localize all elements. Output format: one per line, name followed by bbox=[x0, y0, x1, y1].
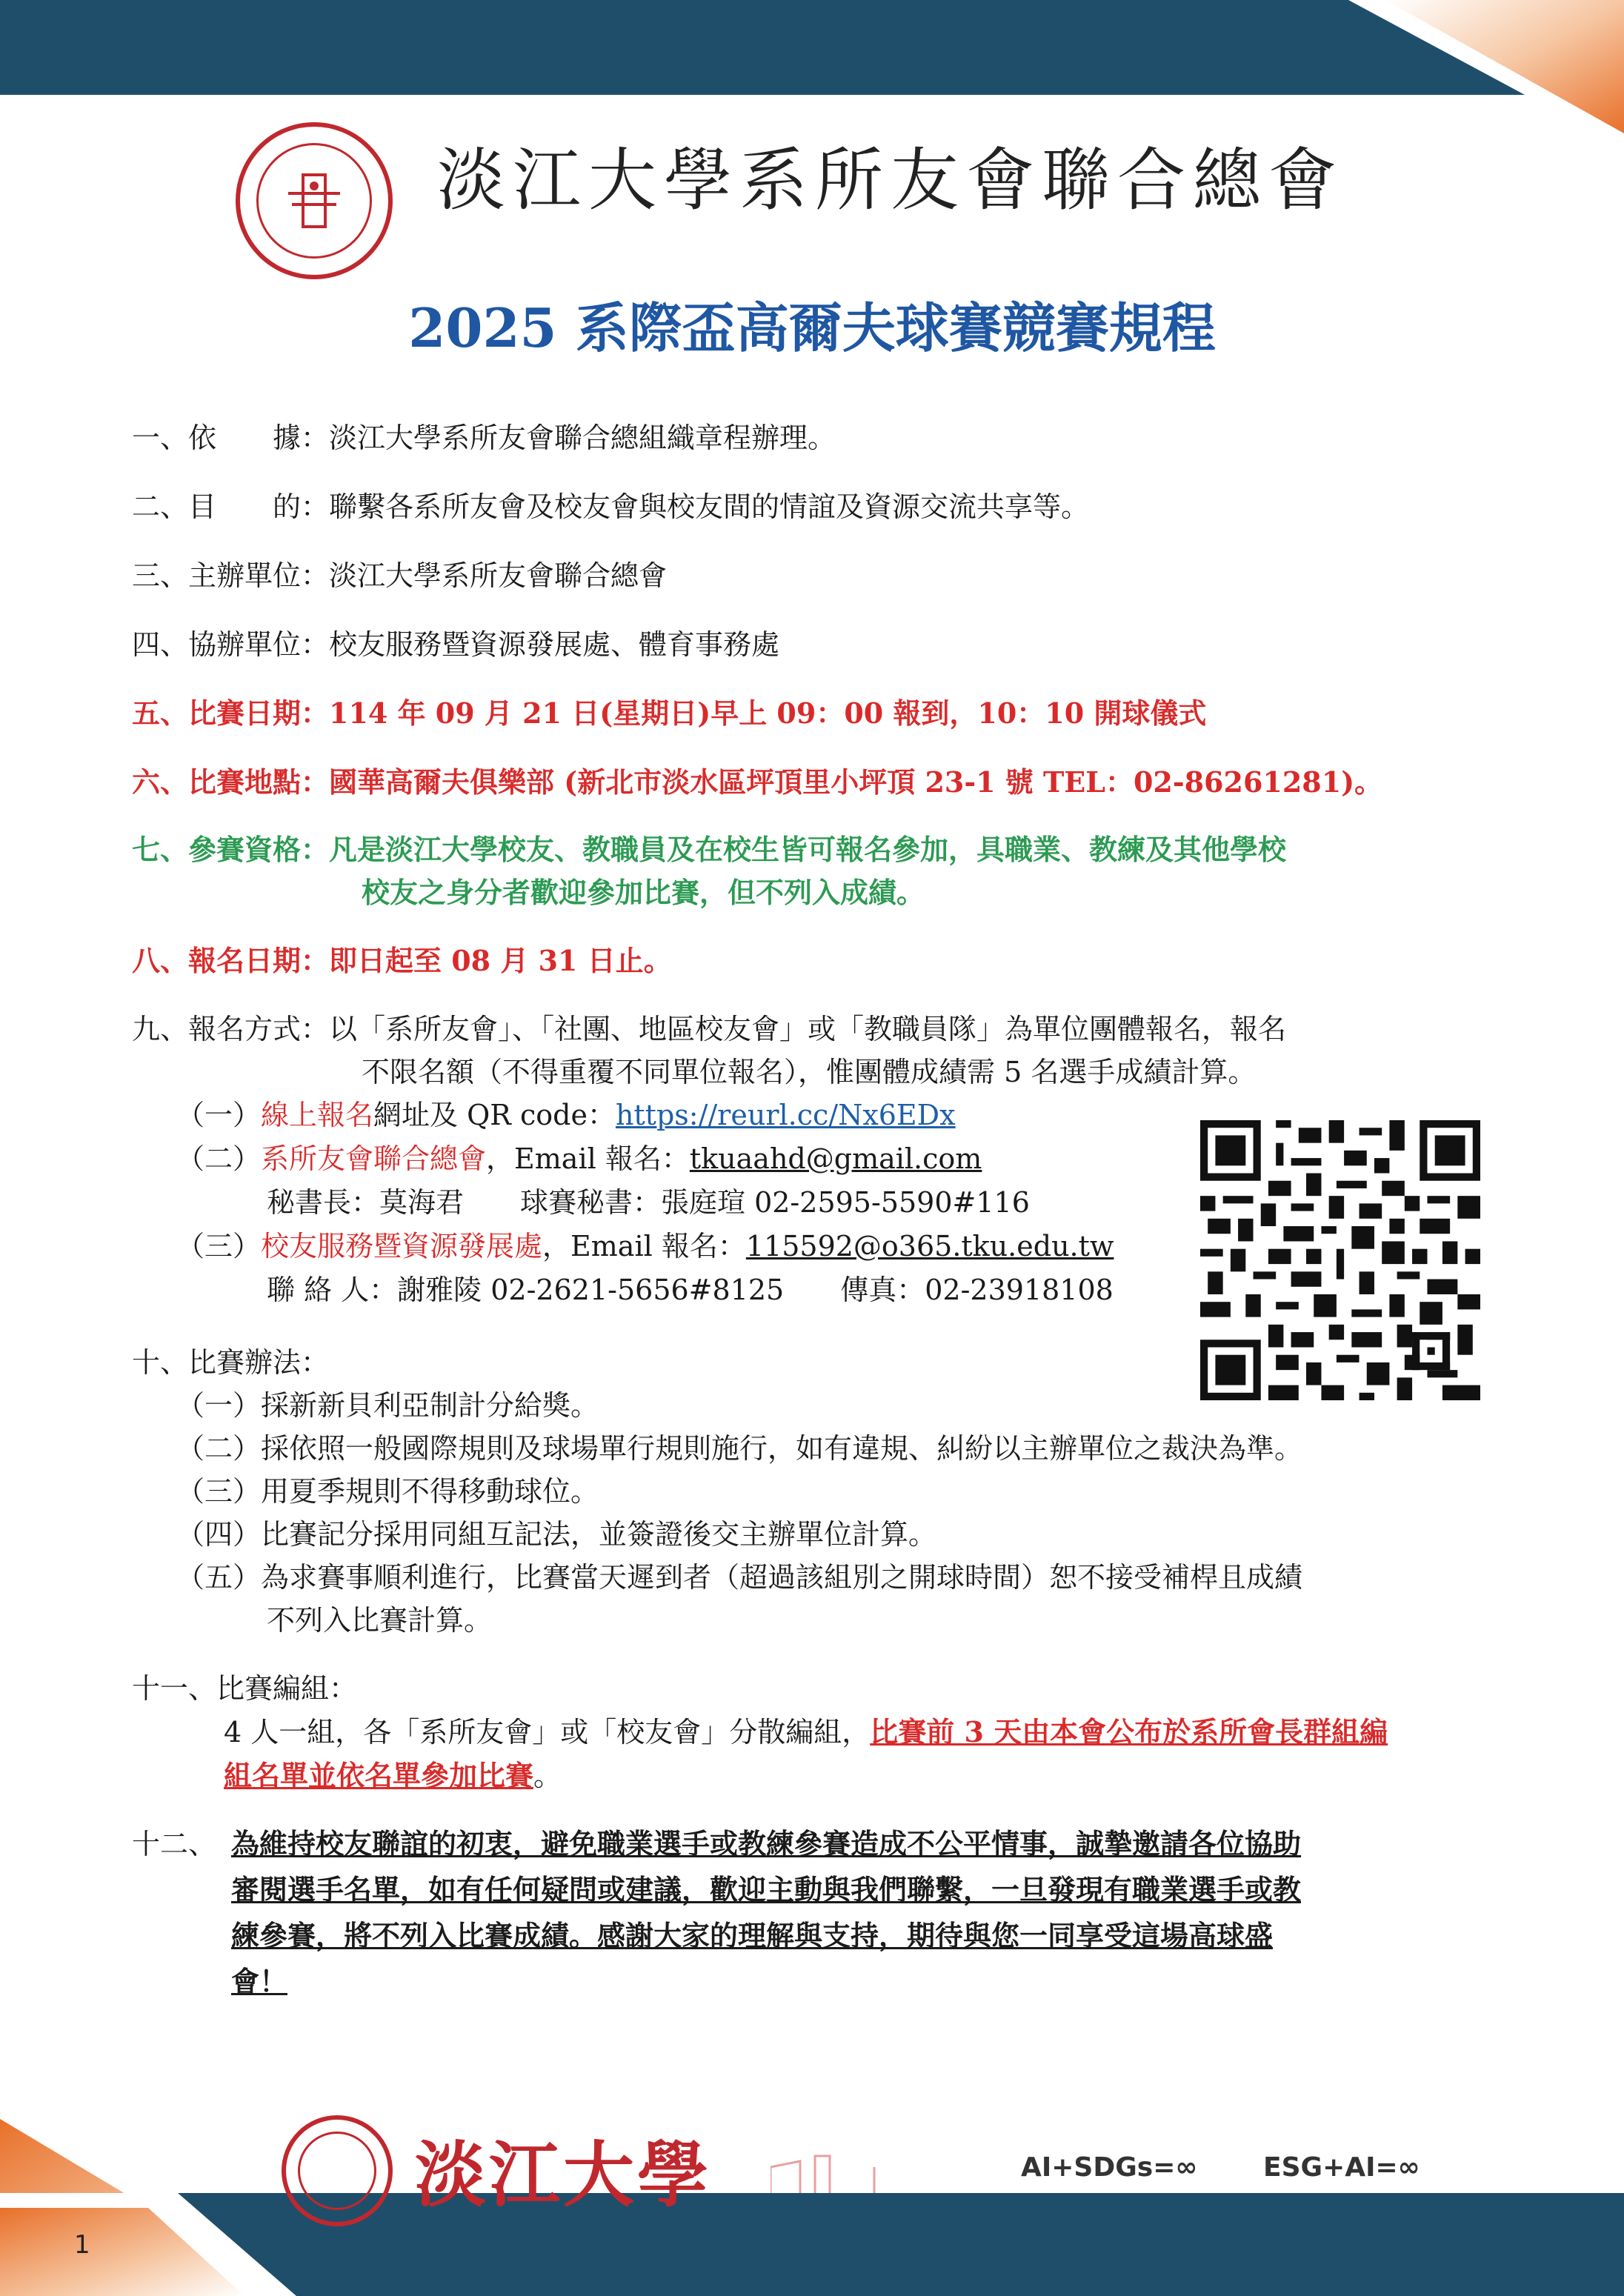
footer-slogan-esg-ai: ESG+AI=∞ bbox=[1263, 2152, 1420, 2183]
item-registration-method-cont: 不限名額（不得重覆不同單位報名），惟團體成績需 5 名選手成績計算。 bbox=[362, 1056, 1257, 1088]
registration-online: （一）線上報名網址及 QR code：https://reurl.cc/Nx6EDx bbox=[176, 1099, 956, 1131]
note-line: 會！ bbox=[231, 1965, 288, 1998]
building-sketch-icon bbox=[771, 2152, 934, 2197]
footer-slogan-ai-sdgs: AI+SDGs=∞ bbox=[1021, 2152, 1198, 2183]
item-organizer: 三、主辦單位：淡江大學系所友會聯合總會 bbox=[132, 559, 668, 592]
rule-item-cont: 不列入比賽計算。 bbox=[267, 1604, 493, 1637]
item-registration-method: 九、報名方式：以「系所友會」、「社團、地區校友會」或「教職員隊」為單位團體報名，報名 bbox=[132, 1013, 1287, 1045]
registration-email-association: （二）系所友會聯合總會，Email 報名：tkuaahd@gmail.com bbox=[176, 1142, 982, 1175]
seal-emblem-icon bbox=[277, 164, 351, 238]
rules-heading: 十、比賽辦法： bbox=[132, 1346, 330, 1379]
registration-qr-code[interactable] bbox=[1200, 1120, 1480, 1400]
association-email-link[interactable]: tkuaahd@gmail.com bbox=[689, 1142, 982, 1175]
item-eligibility: 七、參賽資格：凡是淡江大學校友、教職員及在校生皆可報名參加，具職業、教練及其他學校 bbox=[132, 833, 1287, 866]
page-number: 1 bbox=[74, 2230, 90, 2260]
item-venue: 六、比賽地點：國華高爾夫俱樂部 (新北市淡水區坪頂里小坪頂 23-1 號 TEL：02-86261281)。 bbox=[132, 765, 1383, 799]
grouping-heading: 十一、比賽編組： bbox=[132, 1672, 358, 1705]
grouping-text-cont: 組名單並依名單參加比賽。 bbox=[224, 1759, 562, 1792]
note-line: 為維持校友聯誼的初衷，避免職業選手或教練參賽造成不公平情事，誠摯邀請各位協助 bbox=[231, 1827, 1302, 1860]
rule-item: （四）比賽記分採用同組互記法，並簽證後交主辦單位計算。 bbox=[176, 1518, 937, 1551]
document-title: 2025 系際盃高爾夫球賽競賽規程 bbox=[408, 296, 1216, 359]
rule-item: （一）採新新貝利亞制計分給獎。 bbox=[176, 1389, 599, 1422]
header-corner-decoration bbox=[1334, 0, 1624, 148]
grouping-text: 4 人一組，各「系所友會」或「校友會」分散編組，比賽前 3 天由本會公布於系所會長群組編 bbox=[224, 1715, 1388, 1748]
footer-corner-overlay bbox=[0, 2193, 296, 2296]
organization-title: 淡江大學系所友會聯合總會 bbox=[437, 141, 1345, 220]
note-line: 審閱選手名單，如有任何疑問或建議，歡迎主動與我們聯繫，一旦發現有職業選手或教 bbox=[231, 1873, 1302, 1906]
association-contact: 秘書長：莫海君 球賽秘書：張庭瑄 02-2595-5590#116 bbox=[267, 1186, 1030, 1219]
item-basis: 一、依 據：淡江大學系所友會聯合總組織章程辦理。 bbox=[132, 422, 836, 454]
footer-seal-logo bbox=[282, 2115, 393, 2226]
rule-item: （三）用夏季規則不得移動球位。 bbox=[176, 1475, 599, 1508]
rule-item: （二）採依照一般國際規則及球場單行規則施行，如有違規、糾紛以主辦單位之裁決為準。 bbox=[176, 1432, 1303, 1465]
office-contact: 聯 絡 人：謝雅陵 02-2621-5656#8125 傳真：02-23918108 bbox=[267, 1274, 1114, 1306]
office-email-link[interactable]: 115592@o365.tku.edu.tw bbox=[745, 1230, 1114, 1262]
item-registration-date: 八、報名日期：即日起至 08 月 31 日止。 bbox=[132, 944, 672, 977]
online-registration-link[interactable]: https://reurl.cc/Nx6EDx bbox=[615, 1099, 956, 1131]
item-eligibility-cont: 校友之身分者歡迎參加比賽，但不列入成績。 bbox=[362, 876, 925, 909]
item-date: 五、比賽日期：114 年 09 月 21 日(星期日)早上 09：00 報到，10：10 開球儀式 bbox=[132, 696, 1207, 730]
registration-email-office: （三）校友服務暨資源發展處，Email 報名：115592@o365.tku.edu.tw bbox=[176, 1230, 1114, 1262]
rule-item: （五）為求賽事順利進行，比賽當天遲到者（超過該組別之開球時間）恕不接受補桿且成績 bbox=[176, 1561, 1303, 1594]
item-co-organizer: 四、協辦單位：校友服務暨資源發展處、體育事務處 bbox=[132, 628, 780, 661]
university-seal-logo bbox=[236, 122, 393, 279]
item-purpose: 二、目 的：聯繫各系所友會及校友會與校友間的情誼及資源交流共享等。 bbox=[132, 490, 1090, 523]
note-label: 十二、 bbox=[132, 1828, 217, 1860]
note-line: 練參賽，將不列入比賽成績。感謝大家的理解與支持，期待與您一同享受這場高球盛 bbox=[231, 1919, 1274, 1952]
footer-university-name: 淡江大學 bbox=[415, 2133, 711, 2217]
